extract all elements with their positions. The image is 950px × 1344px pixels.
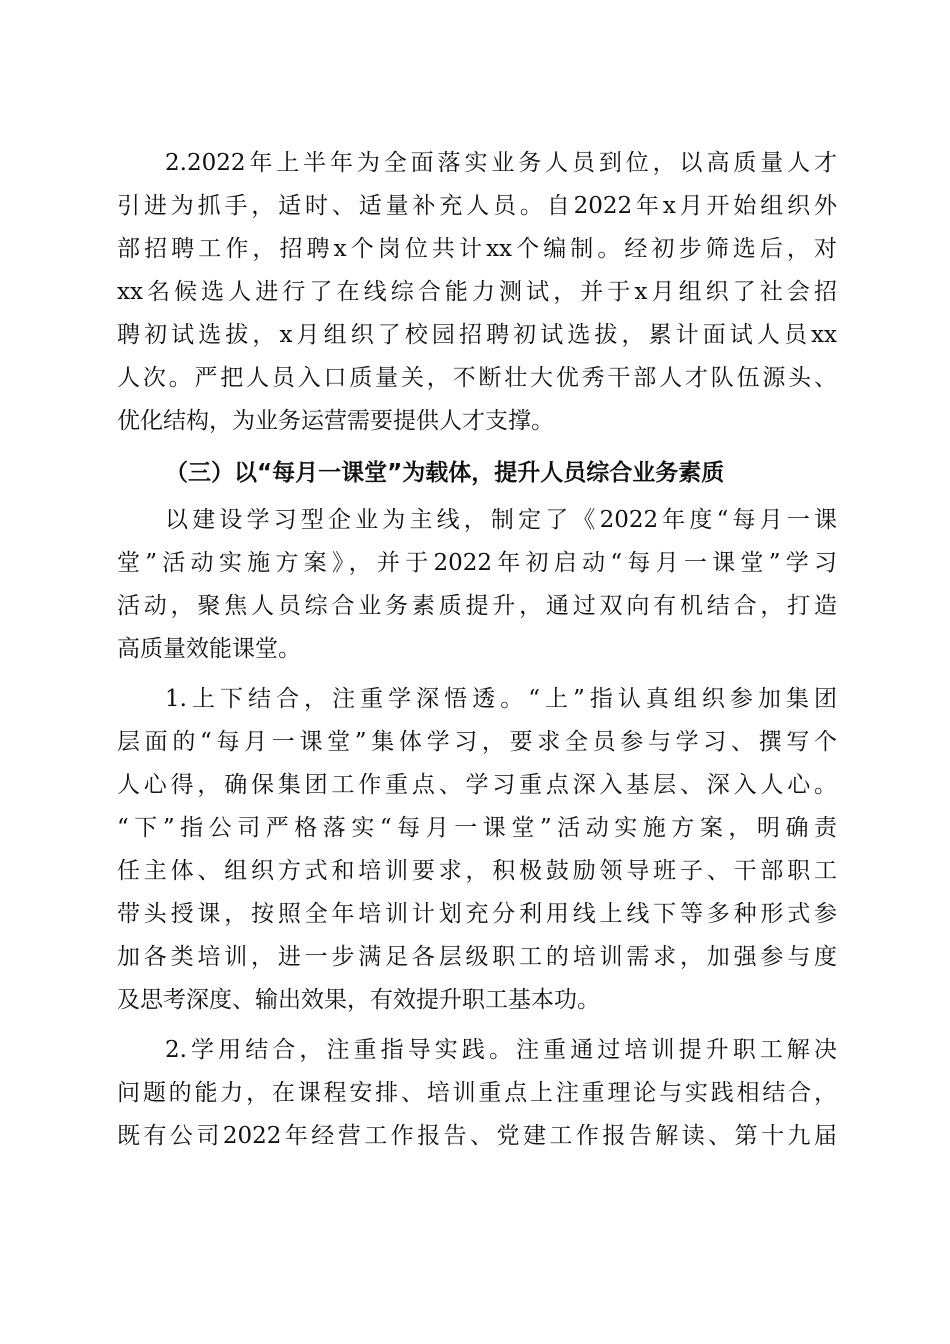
paragraph-line: 活动，聚焦人员综合业务素质提升，通过双向有机结合，打造 — [117, 593, 837, 619]
paragraph-line: 人心得，确保集团工作重点、学习重点深入基层、深入人心。 — [117, 772, 837, 798]
paragraph-line: 1.上下结合，注重学深悟透。“上”指认真组织参加集团 — [165, 686, 837, 712]
paragraph-line: 加各类培训，进一步满足各层级职工的培训需求，加强参与度 — [117, 944, 837, 970]
paragraph-line: 聘初试选拔，x月组织了校园招聘初试选拔，累计面试人员xx — [117, 322, 837, 348]
paragraph-line: 以建设学习型企业为主线，制定了《2022年度“每月一课 — [165, 507, 837, 533]
paragraph-line: 堂”活动实施方案》，并于2022年初启动“每月一课堂”学习 — [117, 550, 837, 576]
paragraph-line: 2.2022年上半年为全面落实业务人员到位，以高质量人才 — [165, 150, 837, 176]
section-heading: （三）以“每月一课堂”为载体，提升人员综合业务素质 — [165, 460, 725, 486]
paragraph-line: 部招聘工作，招聘x个岗位共计xx个编制。经初步筛选后，对 — [117, 236, 837, 262]
paragraph-line: 2.学用结合，注重指导实践。注重通过培训提升职工解决 — [165, 1037, 837, 1063]
paragraph-line: 既有公司2022年经营工作报告、党建工作报告解读、第十九届 — [117, 1123, 837, 1149]
paragraph-line: “下”指公司严格落实“每月一课堂”活动实施方案，明确责 — [117, 815, 837, 841]
paragraph-line: xx名候选人进行了在线综合能力测试，并于x月组织了社会招 — [117, 279, 837, 305]
paragraph-line: 层面的“每月一课堂”集体学习，要求全员参与学习、撰写个 — [117, 729, 837, 755]
paragraph-line: 引进为抓手，适时、适量补充人员。自2022年x月开始组织外 — [117, 193, 837, 219]
paragraph-line: 人次。严把人员入口质量关，不断壮大优秀干部人才队伍源头、 — [117, 365, 837, 391]
paragraph-line: 及思考深度、输出效果，有效提升职工基本功。 — [117, 987, 600, 1013]
paragraph-line: 任主体、组织方式和培训要求，积极鼓励领导班子、干部职工 — [117, 858, 837, 884]
paragraph-line: 带头授课，按照全年培训计划充分利用线上线下等多种形式参 — [117, 901, 837, 927]
paragraph-line: 高质量效能课堂。 — [117, 636, 301, 662]
paragraph-line: 优化结构，为业务运营需要提供人才支撑。 — [117, 408, 554, 434]
paragraph-line: 问题的能力，在课程安排、培训重点上注重理论与实践相结合， — [117, 1080, 837, 1106]
